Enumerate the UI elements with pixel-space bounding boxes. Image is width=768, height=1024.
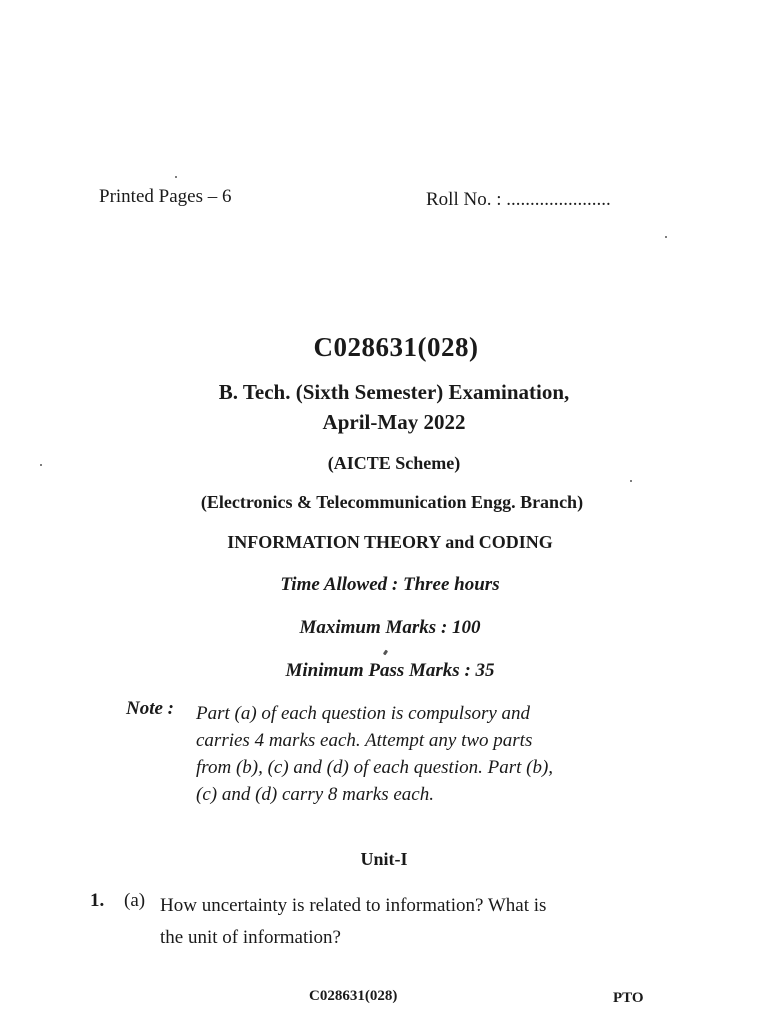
footer-pto: PTO [613,990,644,1006]
note-text [196,700,666,808]
scan-speck [665,236,667,238]
scan-speck [630,480,632,482]
question-part-label: (a) [124,890,146,911]
time-allowed: Time Allowed : Three hours [280,574,500,595]
branch: (Electronics & Telecommunication Engg. Branch) [200,492,584,512]
question-text [160,890,546,954]
note-line: Part (a) of each question is compulsory and [196,703,531,724]
note-line: (c) and (d) carry 8 marks each. [196,784,434,805]
exam-session: April-May 2022 [322,410,466,434]
footer-paper-code: C028631(028) [309,988,398,1004]
printed-pages: Printed Pages – 6 [99,186,232,207]
exam-title: B. Tech. (Sixth Semester) Examination, [218,380,570,404]
note-line: from (b), (c) and (d) of each question. Part (b), [196,757,554,778]
unit-heading: Unit-I [360,849,408,869]
scan-speck [383,650,388,656]
note-line: carries 4 marks each. Attempt any two parts [196,730,533,751]
subject-title: INFORMATION THEORY and CODING [227,532,553,552]
minimum-pass-marks: Minimum Pass Marks : 35 [285,660,495,681]
paper-code: C028631(028) [313,332,479,362]
question-number: 1. [90,890,105,911]
question-line: the unit of information? [160,927,341,948]
scan-speck [175,176,177,178]
scheme: (AICTE Scheme) [327,453,461,473]
maximum-marks: Maximum Marks : 100 [299,617,481,638]
scan-speck [40,464,42,466]
question-line: How uncertainty is related to information? What is [160,895,547,916]
note-label: Note : [126,698,175,719]
roll-number-field: Roll No. : ...................... [426,189,611,210]
